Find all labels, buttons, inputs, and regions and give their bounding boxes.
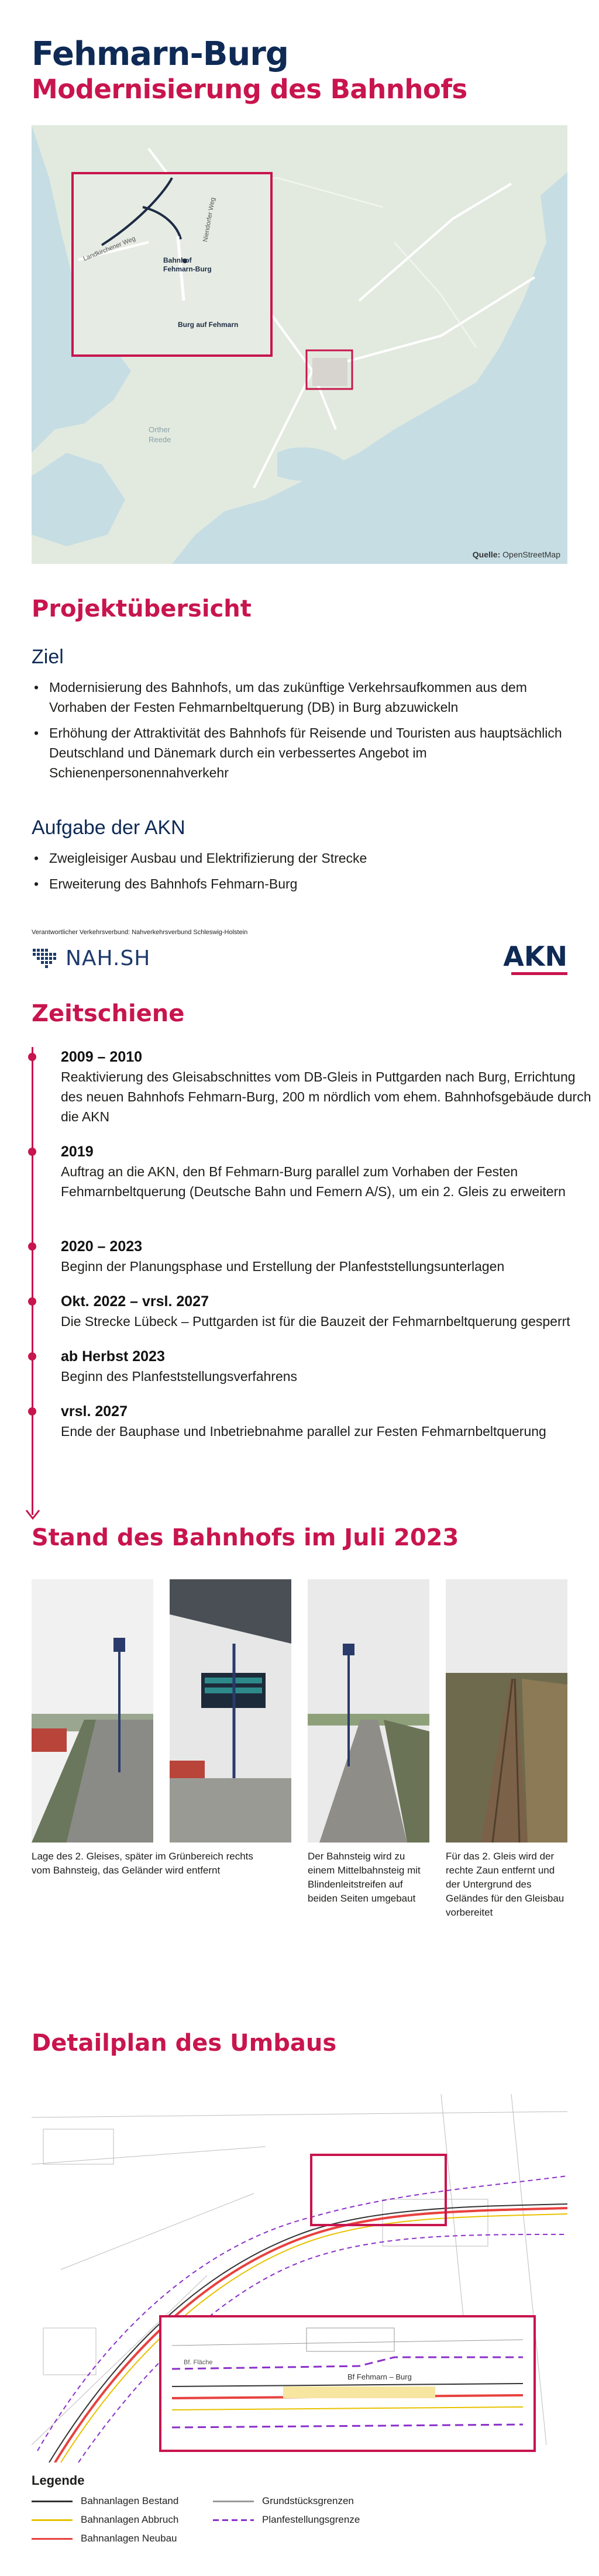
legend-item: Bahnanlagen Abbruch bbox=[32, 2514, 178, 2526]
photo-platform-2 bbox=[170, 1579, 291, 1843]
legend-swatch bbox=[213, 2519, 254, 2521]
legend bbox=[32, 2473, 567, 2567]
goal-list bbox=[32, 677, 576, 788]
svg-text:Reede: Reede bbox=[149, 435, 171, 444]
legend-swatch bbox=[32, 2519, 73, 2521]
page-subtitle: Modernisierung des Bahnhofs bbox=[32, 74, 467, 105]
svg-text:Niendorfer Weg: Niendorfer Weg bbox=[202, 197, 217, 243]
svg-text:Orther: Orther bbox=[149, 425, 170, 434]
svg-text:Bf Fehmarn – Burg: Bf Fehmarn – Burg bbox=[347, 2372, 412, 2381]
status-heading: Stand des Bahnhofs im Juli 2023 bbox=[32, 1524, 459, 1551]
timeline-event: vrsl. 2027 Ende der Bauphase und Inbetriebnahme parallel zur Festen Fehmarnbeltquerung bbox=[61, 1403, 546, 1439]
svg-text:Bahnhof: Bahnhof bbox=[163, 256, 192, 264]
svg-text:Bf. Fläche: Bf. Fläche bbox=[184, 2359, 213, 2366]
list-item: • Erweiterung des Bahnhofs Fehmarn-Burg bbox=[32, 874, 576, 894]
timeline-dot bbox=[28, 1407, 36, 1416]
photo-caption: Der Bahnsteig wird zu einem Mittelbahnsteig mit Blindenleitstreifen auf beiden Seiten umgebaut bbox=[308, 1851, 421, 1904]
timeline-arrow-icon bbox=[25, 1509, 40, 1521]
page-title: Fehmarn-Burg bbox=[32, 35, 288, 73]
photo-platform-1 bbox=[32, 1579, 153, 1843]
timeline-dot bbox=[28, 1148, 36, 1156]
location-map bbox=[32, 125, 567, 564]
timeline-event: 2009 – 2010 Reaktivierung des Gleisabschnittes vom DB-Gleis in Puttgarden nach Burg, Errichtung des neuen Bahnhofs Fehmarn-Burg, 200 m nördlich vom ehem. Bahnhofsgebäude durch die AKN bbox=[61, 1049, 591, 1124]
svg-text:Burg auf Fehmarn: Burg auf Fehmarn bbox=[178, 321, 239, 329]
legend-item: Bahnanlagen Bestand bbox=[32, 2495, 178, 2507]
photo-gallery bbox=[32, 1579, 567, 1813]
timeline-line bbox=[32, 1047, 33, 1515]
timeline-event: 2020 – 2023 Beginn der Planungsphase und Erstellung der Planfeststellungsunterlagen bbox=[61, 1238, 505, 1274]
timeline-event: ab Herbst 2023 Beginn des Planfeststellungsverfahrens bbox=[61, 1348, 298, 1384]
legend-swatch bbox=[32, 2501, 73, 2502]
map-source: Quelle: OpenStreetMap bbox=[472, 550, 560, 559]
timeline-dot bbox=[28, 1053, 36, 1061]
legend-item: Planfestellungsgrenze bbox=[213, 2514, 360, 2526]
overview-heading: Projektübersicht bbox=[32, 595, 252, 622]
task-heading: Aufgabe der AKN bbox=[32, 817, 185, 839]
akn-logo: AKN bbox=[503, 941, 567, 972]
photo-platform-3 bbox=[308, 1579, 429, 1843]
timeline bbox=[32, 1047, 593, 1527]
plan-drawing bbox=[32, 2094, 567, 2463]
timeline-dot bbox=[28, 1352, 36, 1361]
timeline-dot bbox=[28, 1297, 36, 1306]
svg-text:Fehmarn-Burg: Fehmarn-Burg bbox=[163, 265, 212, 273]
goal-heading: Ziel bbox=[32, 646, 64, 668]
list-item: • Erhöhung der Attraktivität des Bahnhofs für Reisende und Touristen aus hauptsächlich Deutschland und Dänemark durch ein verbessertes Angebot im Schienenpersonennahverkehr bbox=[32, 723, 576, 783]
nahsh-map-icon bbox=[32, 946, 58, 970]
photo-track bbox=[446, 1579, 567, 1843]
verband-note: Verantwortlicher Verkehrsverbund: Nahverkehrsverbund Schleswig-Holstein bbox=[32, 929, 248, 936]
timeline-event: 2019 Auftrag an die AKN, den Bf Fehmarn-Burg parallel zum Vorhaben der Festen Fehmarnbeltquerung (Deutsche Bahn und Femern A/S), um ein 2. Gleis zu erweitern bbox=[61, 1144, 566, 1199]
island-map-graphic bbox=[32, 125, 567, 564]
legend-swatch bbox=[32, 2538, 73, 2540]
legend-item: Bahnanlagen Neubau bbox=[32, 2533, 177, 2544]
nahsh-logo: NAH.SH bbox=[32, 945, 150, 971]
svg-text:Landkirchener Weg: Landkirchener Weg bbox=[82, 235, 137, 263]
detail-plan bbox=[32, 2094, 567, 2463]
legend-swatch bbox=[213, 2501, 254, 2502]
list-item: • Zweigleisiger Ausbau und Elektrifizierung der Strecke bbox=[32, 848, 576, 868]
legend-title: Legende bbox=[32, 2473, 85, 2488]
timeline-heading: Zeitschiene bbox=[32, 1000, 185, 1027]
logo-bar bbox=[32, 929, 567, 970]
photo-caption: Für das 2. Gleis wird der rechte Zaun entfernt und der Untergrund des Geländes für den Gleisbau vorbereitet bbox=[446, 1851, 564, 1918]
plan-heading: Detailplan des Umbaus bbox=[32, 2030, 337, 2057]
akn-logo-underline bbox=[511, 972, 567, 975]
timeline-event: Okt. 2022 – vrsl. 2027 Die Strecke Lübeck – Puttgarden ist für die Bauzeit der Fehmarnbeltquerung gesperrt bbox=[61, 1293, 570, 1329]
legend-item: Grundstücksgrenzen bbox=[213, 2495, 354, 2507]
timeline-dot bbox=[28, 1242, 36, 1251]
list-item: • Modernisierung des Bahnhofs, um das zukünftige Verkehrsaufkommen aus dem Vorhaben der Festen Fehmarnbeltquerung (DB) in Burg abzuwickeln bbox=[32, 677, 576, 717]
task-list bbox=[32, 848, 576, 900]
photo-caption: Lage des 2. Gleises, später im Grünbereich rechts vom Bahnsteig, das Geländer wird entfernt bbox=[32, 1851, 253, 1876]
